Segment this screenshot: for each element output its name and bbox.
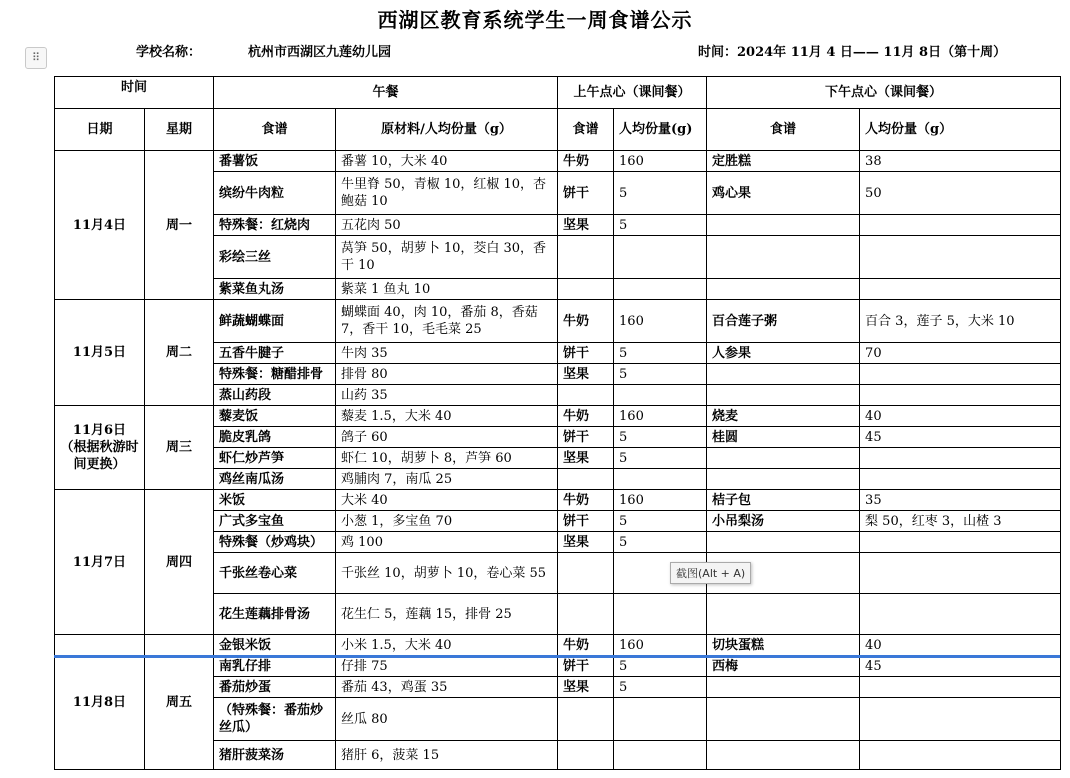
am-portion-cell: 160 xyxy=(614,406,707,427)
pm-portion-cell xyxy=(860,215,1061,236)
lunch-recipe-cell: 蒸山药段 xyxy=(214,385,336,406)
pm-portion-cell xyxy=(860,741,1061,770)
table-row xyxy=(55,151,1061,172)
am-snack-cell xyxy=(558,698,614,741)
lunch-recipe-cell: 彩绘三丝 xyxy=(214,236,336,279)
pm-portion-cell xyxy=(860,677,1061,698)
table-row xyxy=(55,300,1061,343)
header-ingredients: 原材料/人均份量（g） xyxy=(336,109,558,151)
am-snack-cell: 坚果 xyxy=(558,364,614,385)
lunch-recipe-cell: 鸡丝南瓜汤 xyxy=(214,469,336,490)
pm-snack-cell xyxy=(707,215,860,236)
lunch-ingredients-cell: 紫菜 1 鱼丸 10 xyxy=(336,279,558,300)
lunch-ingredients-cell: 山药 35 xyxy=(336,385,558,406)
header-pm-recipe: 食谱 xyxy=(707,109,860,151)
lunch-ingredients-cell: 鸡脯肉 7，南瓜 25 xyxy=(336,469,558,490)
header-date: 日期 xyxy=(55,109,145,151)
am-snack-cell: 坚果 xyxy=(558,677,614,698)
am-portion-cell xyxy=(614,698,707,741)
lunch-ingredients-cell: 花生仁 5，莲藕 15，排骨 25 xyxy=(336,594,558,635)
pm-portion-cell xyxy=(860,279,1061,300)
pm-portion-cell xyxy=(860,532,1061,553)
lunch-ingredients-cell: 排骨 80 xyxy=(336,364,558,385)
pm-snack-cell xyxy=(707,741,860,770)
am-snack-cell: 牛奶 xyxy=(558,635,614,656)
am-snack-cell: 牛奶 xyxy=(558,300,614,343)
date-cell: 11月8日 xyxy=(55,635,145,770)
am-snack-cell: 坚果 xyxy=(558,448,614,469)
am-portion-cell: 5 xyxy=(614,532,707,553)
date-cell: 11月7日 xyxy=(55,490,145,635)
am-snack-cell: 牛奶 xyxy=(558,490,614,511)
am-portion-cell xyxy=(614,236,707,279)
weekday-cell: 周四 xyxy=(145,490,214,635)
page-title: 西湖区教育系统学生一周食谱公示 xyxy=(377,8,693,32)
lunch-recipe-cell: 鲜蔬蝴蝶面 xyxy=(214,300,336,343)
am-portion-cell: 160 xyxy=(614,151,707,172)
am-snack-cell: 牛奶 xyxy=(558,151,614,172)
pm-portion-cell xyxy=(860,385,1061,406)
lunch-recipe-cell: 特殊餐（炒鸡块） xyxy=(214,532,336,553)
lunch-ingredients-cell: 番茄 43，鸡蛋 35 xyxy=(336,677,558,698)
am-portion-cell: 160 xyxy=(614,635,707,656)
am-snack-cell xyxy=(558,469,614,490)
header-am-recipe: 食谱 xyxy=(558,109,614,151)
lunch-recipe-cell: 花生莲藕排骨汤 xyxy=(214,594,336,635)
pm-snack-cell xyxy=(707,677,860,698)
am-snack-cell: 坚果 xyxy=(558,215,614,236)
am-portion-cell xyxy=(614,741,707,770)
drag-handle-icon[interactable]: ⠿ xyxy=(25,47,47,69)
lunch-recipe-cell: 米饭 xyxy=(214,490,336,511)
pm-snack-cell xyxy=(707,364,860,385)
am-snack-cell: 饼干 xyxy=(558,172,614,215)
screenshot-tooltip: 截图(Alt + A) xyxy=(670,562,751,584)
am-snack-cell xyxy=(558,279,614,300)
lunch-ingredients-cell: 牛肉 35 xyxy=(336,343,558,364)
lunch-ingredients-cell: 小米 1.5，大米 40 xyxy=(336,635,558,656)
pm-portion-cell xyxy=(860,469,1061,490)
lunch-recipe-cell: 五香牛腱子 xyxy=(214,343,336,364)
header-weekday: 星期 xyxy=(145,109,214,151)
am-portion-cell xyxy=(614,594,707,635)
pm-snack-cell: 桂圆 xyxy=(707,427,860,448)
pm-portion-cell: 35 xyxy=(860,490,1061,511)
pm-snack-cell xyxy=(707,594,860,635)
lunch-ingredients-cell: 牛里脊 50，青椒 10，红椒 10，杏鲍菇 10 xyxy=(336,172,558,215)
am-portion-cell: 5 xyxy=(614,677,707,698)
header-time: 时间 xyxy=(55,77,214,109)
lunch-recipe-cell: 猪肝菠菜汤 xyxy=(214,741,336,770)
am-portion-cell: 5 xyxy=(614,172,707,215)
lunch-ingredients-cell: 藜麦 1.5，大米 40 xyxy=(336,406,558,427)
pm-snack-cell: 桔子包 xyxy=(707,490,860,511)
am-portion-cell: 5 xyxy=(614,656,707,677)
lunch-recipe-cell: 紫菜鱼丸汤 xyxy=(214,279,336,300)
am-portion-cell xyxy=(614,279,707,300)
lunch-recipe-cell: 脆皮乳鸽 xyxy=(214,427,336,448)
lunch-ingredients-cell: 鸽子 60 xyxy=(336,427,558,448)
am-portion-cell: 5 xyxy=(614,343,707,364)
pm-portion-cell xyxy=(860,448,1061,469)
am-portion-cell: 160 xyxy=(614,300,707,343)
am-snack-cell: 牛奶 xyxy=(558,406,614,427)
am-portion-cell: 5 xyxy=(614,448,707,469)
date-cell: 11月4日 xyxy=(55,151,145,300)
pm-snack-cell xyxy=(707,469,860,490)
lunch-recipe-cell: 南乳仔排 xyxy=(214,656,336,677)
header-pm-snack: 下午点心（课间餐） xyxy=(707,77,1061,109)
am-snack-cell: 饼干 xyxy=(558,511,614,532)
weekday-cell: 周二 xyxy=(145,300,214,406)
lunch-recipe-cell: 金银米饭 xyxy=(214,635,336,656)
drag-indicator-line xyxy=(54,655,1060,658)
header-lunch: 午餐 xyxy=(214,77,558,109)
pm-snack-cell: 小吊梨汤 xyxy=(707,511,860,532)
lunch-recipe-cell: （特殊餐：番茄炒丝瓜） xyxy=(214,698,336,741)
weekday-cell: 周五 xyxy=(145,635,214,770)
am-snack-cell xyxy=(558,741,614,770)
am-portion-cell: 5 xyxy=(614,364,707,385)
am-portion-cell: 5 xyxy=(614,427,707,448)
pm-snack-cell: 烧麦 xyxy=(707,406,860,427)
pm-portion-cell xyxy=(860,364,1061,385)
am-portion-cell: 160 xyxy=(614,490,707,511)
pm-portion-cell xyxy=(860,698,1061,741)
menu-table xyxy=(54,76,1061,770)
school-label: 学校名称： xyxy=(136,45,202,60)
time-range: 时间：2024年 11月 4 日—— 11月 8日（第十周） xyxy=(698,45,1007,60)
pm-snack-cell xyxy=(707,236,860,279)
table-row xyxy=(55,635,1061,656)
pm-snack-cell: 百合莲子粥 xyxy=(707,300,860,343)
am-snack-cell: 坚果 xyxy=(558,532,614,553)
header-recipe: 食谱 xyxy=(214,109,336,151)
lunch-ingredients-cell: 千张丝 10，胡萝卜 10，卷心菜 55 xyxy=(336,553,558,594)
am-portion-cell xyxy=(614,385,707,406)
pm-portion-cell: 45 xyxy=(860,656,1061,677)
pm-snack-cell xyxy=(707,279,860,300)
lunch-recipe-cell: 缤纷牛肉粒 xyxy=(214,172,336,215)
pm-snack-cell: 西梅 xyxy=(707,656,860,677)
lunch-ingredients-cell: 番薯 10，大米 40 xyxy=(336,151,558,172)
pm-portion-cell: 38 xyxy=(860,151,1061,172)
am-snack-cell xyxy=(558,594,614,635)
header-am-portion: 人均份量(g) xyxy=(614,109,707,151)
am-snack-cell: 饼干 xyxy=(558,427,614,448)
am-portion-cell xyxy=(614,469,707,490)
pm-portion-cell: 40 xyxy=(860,635,1061,656)
pm-portion-cell xyxy=(860,594,1061,635)
am-snack-cell: 饼干 xyxy=(558,656,614,677)
pm-portion-cell: 梨 50，红枣 3，山楂 3 xyxy=(860,511,1061,532)
table-row xyxy=(55,490,1061,511)
lunch-ingredients-cell: 五花肉 50 xyxy=(336,215,558,236)
am-snack-cell xyxy=(558,236,614,279)
weekday-cell: 周三 xyxy=(145,406,214,490)
pm-snack-cell: 定胜糕 xyxy=(707,151,860,172)
lunch-recipe-cell: 虾仁炒芦笋 xyxy=(214,448,336,469)
am-snack-cell: 饼干 xyxy=(558,343,614,364)
pm-portion-cell: 50 xyxy=(860,172,1061,215)
lunch-ingredients-cell: 小葱 1，多宝鱼 70 xyxy=(336,511,558,532)
lunch-ingredients-cell: 鸡 100 xyxy=(336,532,558,553)
pm-portion-cell: 百合 3，莲子 5，大米 10 xyxy=(860,300,1061,343)
pm-snack-cell xyxy=(707,698,860,741)
pm-snack-cell: 切块蛋糕 xyxy=(707,635,860,656)
lunch-ingredients-cell: 莴笋 50，胡萝卜 10，茭白 30，香干 10 xyxy=(336,236,558,279)
header-am-snack: 上午点心（课间餐） xyxy=(558,77,707,109)
weekday-cell: 周一 xyxy=(145,151,214,300)
table-row xyxy=(55,406,1061,427)
pm-snack-cell xyxy=(707,532,860,553)
date-cell: 11月6日（根据秋游时间更换） xyxy=(55,406,145,490)
lunch-ingredients-cell: 仔排 75 xyxy=(336,656,558,677)
lunch-ingredients-cell: 猪肝 6，菠菜 15 xyxy=(336,741,558,770)
lunch-recipe-cell: 特殊餐：糖醋排骨 xyxy=(214,364,336,385)
pm-snack-cell: 鸡心果 xyxy=(707,172,860,215)
lunch-recipe-cell: 藜麦饭 xyxy=(214,406,336,427)
lunch-recipe-cell: 特殊餐：红烧肉 xyxy=(214,215,336,236)
am-snack-cell xyxy=(558,553,614,594)
lunch-recipe-cell: 番薯饭 xyxy=(214,151,336,172)
pm-snack-cell xyxy=(707,448,860,469)
lunch-ingredients-cell: 蝴蝶面 40，肉 10，番茄 8，香菇 7，香干 10，毛毛菜 25 xyxy=(336,300,558,343)
pm-snack-cell: 人参果 xyxy=(707,343,860,364)
pm-portion-cell: 40 xyxy=(860,406,1061,427)
pm-portion-cell: 45 xyxy=(860,427,1061,448)
am-snack-cell xyxy=(558,385,614,406)
lunch-ingredients-cell: 大米 40 xyxy=(336,490,558,511)
lunch-recipe-cell: 番茄炒蛋 xyxy=(214,677,336,698)
lunch-recipe-cell: 千张丝卷心菜 xyxy=(214,553,336,594)
am-portion-cell: 5 xyxy=(614,215,707,236)
school-name: 杭州市西湖区九莲幼儿园 xyxy=(248,45,392,60)
pm-portion-cell: 70 xyxy=(860,343,1061,364)
date-cell: 11月5日 xyxy=(55,300,145,406)
pm-portion-cell xyxy=(860,236,1061,279)
am-portion-cell: 5 xyxy=(614,511,707,532)
pm-snack-cell xyxy=(707,385,860,406)
lunch-ingredients-cell: 虾仁 10，胡萝卜 8，芦笋 60 xyxy=(336,448,558,469)
pm-portion-cell xyxy=(860,553,1061,594)
lunch-ingredients-cell: 丝瓜 80 xyxy=(336,698,558,741)
header-pm-portion: 人均份量（g） xyxy=(860,109,1061,151)
lunch-recipe-cell: 广式多宝鱼 xyxy=(214,511,336,532)
